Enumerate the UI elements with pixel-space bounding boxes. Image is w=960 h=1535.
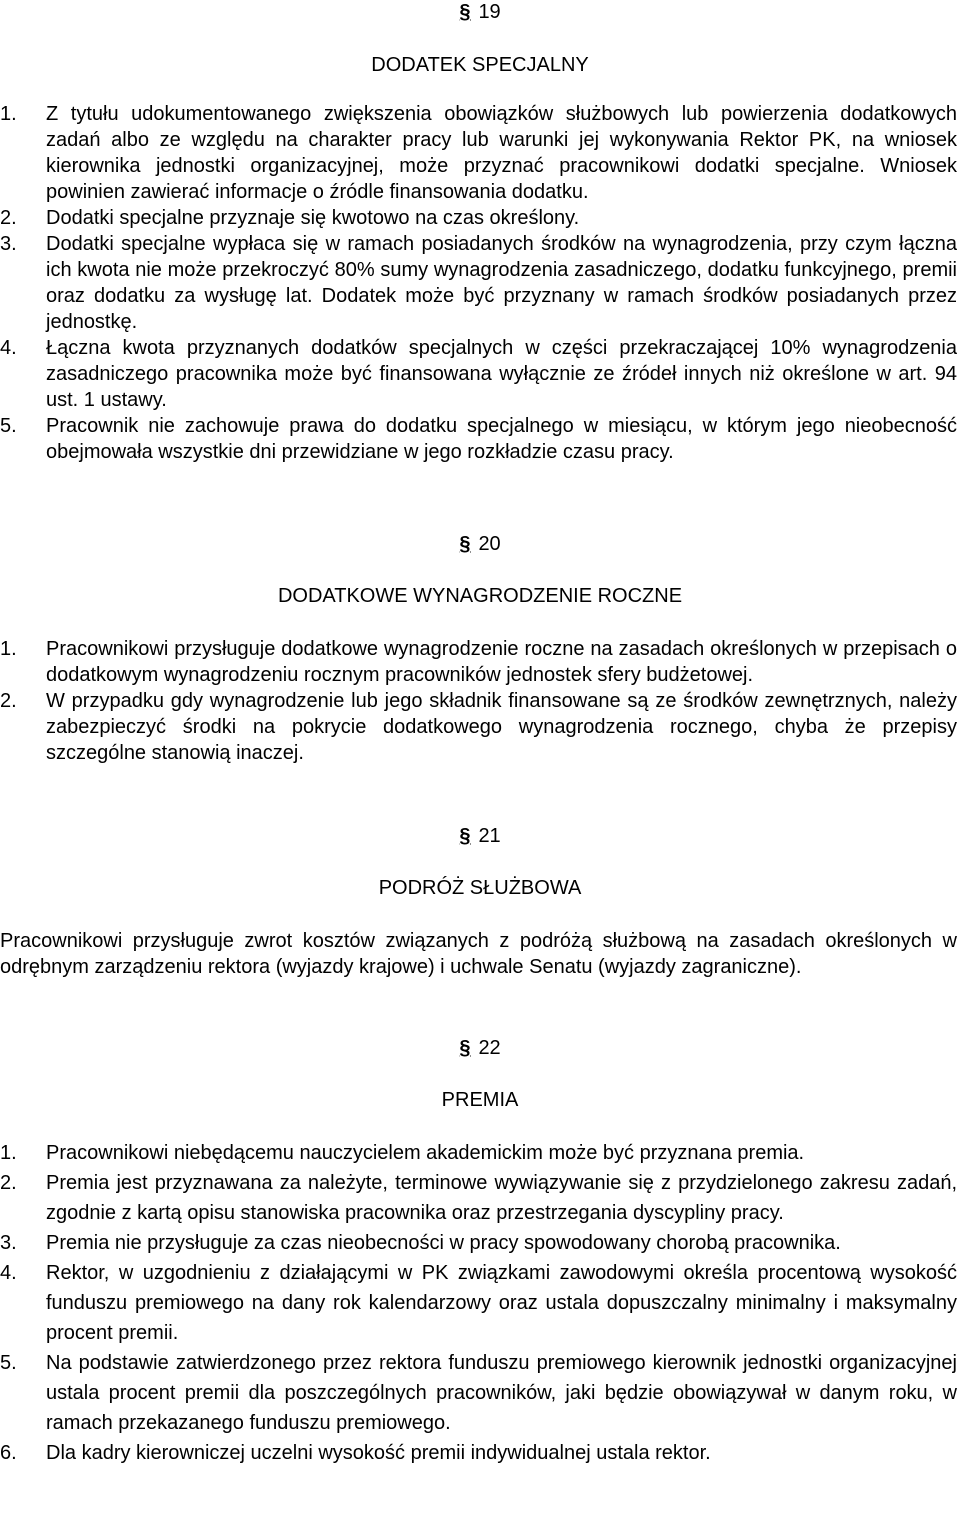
item-text: Pracownikowi niebędącemu nauczycielem akademickim może być przyznana premia. [46, 1142, 805, 1164]
item-number: 1. [0, 1142, 17, 1164]
section-21-title: PODRÓŻ SŁUŻBOWA [378, 877, 582, 899]
paragraph-sign: § [459, 1, 471, 23]
paragraph-sign: § [459, 1037, 471, 1059]
section-21-body [0, 928, 957, 980]
list-item [0, 1138, 957, 1168]
item-text: Premia jest przyznawana za należyte, terminowe wywiązywanie się z przydzielonego zakresu zadań, zgodnie z kartą opisu stanowiska pracownika oraz przestrzegania dyscypliny pracy. [46, 1172, 957, 1224]
paragraph-sign: § [459, 533, 471, 555]
item-number: 1. [0, 638, 17, 660]
item-text: Pracownik nie zachowuje prawa do dodatku specjalnego w miesiącu, w którym jego nieobecność obejmowała wszystkie dni przewidziane w jego rozkładzie czasu pracy. [46, 415, 957, 463]
item-number: 5. [0, 415, 17, 437]
item-text: Na podstawie zatwierdzonego przez rektora funduszu premiowego kierownik jednostki organizacyjnej ustala procent premii dla poszczególnych pracowników, jaki będzie obowiązywał w danym roku, w ramach przekazanego funduszu premiowego. [46, 1352, 957, 1434]
item-text: Łączna kwota przyznanych dodatków specjalnych w części przekraczającej 10% wynagrodzenia zasadniczego pracownika może być finansowana wyłącznie ze źródeł innych niż określone w art. 94 ust. 1 ustawy. [46, 337, 957, 411]
section-19-number [0, 0, 960, 24]
item-number: 4. [0, 1262, 17, 1284]
list-item [0, 1438, 957, 1468]
list-item [0, 1258, 957, 1348]
item-number: 2. [0, 690, 17, 712]
section-number: 21 [478, 825, 501, 847]
list-item [0, 688, 957, 766]
item-text: Premia nie przysługuje za czas nieobecności w pracy spowodowany chorobą pracownika. [46, 1232, 841, 1254]
section-number: 19 [478, 1, 501, 23]
item-text: Dodatki specjalne przyznaje się kwotowo na czas określony. [46, 207, 580, 229]
item-number: 5. [0, 1352, 17, 1374]
list-item [0, 335, 957, 413]
item-text: Rektor, w uzgodnieniu z działającymi w PK związkami zawodowymi określa procentową wysokość funduszu premiowego na dany rok kalendarzowy oraz ustala dopuszczalny minimalny i maksymalny procent premii. [46, 1262, 957, 1344]
section-19-list [0, 101, 957, 465]
item-number: 3. [0, 233, 17, 255]
section-20-title: DODATKOWE WYNAGRODZENIE ROCZNE [277, 585, 683, 607]
item-number: 2. [0, 1172, 17, 1194]
list-item [0, 636, 957, 688]
section-22-list [0, 1138, 957, 1468]
section-number: 20 [478, 533, 501, 555]
section-22-title: PREMIA [441, 1089, 519, 1111]
list-item [0, 1168, 957, 1228]
paragraph-sign: § [459, 825, 471, 847]
body-paragraph: Pracownikowi przysługuje zwrot kosztów związanych z podróżą służbową na zasadach określonych w odrębnym zarządzeniu rektora (wyjazdy krajowe) i uchwale Senatu (wyjazdy zagraniczne). [0, 930, 957, 978]
section-21-number [0, 824, 960, 848]
section-20-list [0, 636, 957, 766]
section-number: 22 [478, 1037, 501, 1059]
item-number: 2. [0, 207, 17, 229]
item-number: 1. [0, 103, 17, 125]
item-text: W przypadku gdy wynagrodzenie lub jego składnik finansowane są ze środków zewnętrznych, należy zabezpieczyć środki na pokrycie dodatkowego wynagrodzenia rocznego, chyba że przepisy szczególne stanowią inaczej. [46, 690, 957, 764]
list-item [0, 205, 957, 231]
list-item [0, 1228, 957, 1258]
list-item [0, 1348, 957, 1438]
list-item [0, 413, 957, 465]
item-text: Dodatki specjalne wypłaca się w ramach posiadanych środków na wynagrodzenia, przy czym łączna ich kwota nie może przekroczyć 80% sumy wynagrodzenia zasadniczego, dodatku funkcyjnego, premii oraz dodatku za wysługę lat. Dodatek może być przyznany w ramach środków posiadanych przez jednostkę. [46, 233, 957, 333]
section-20-number [0, 532, 960, 556]
item-number: 4. [0, 337, 17, 359]
item-text: Pracownikowi przysługuje dodatkowe wynagrodzenie roczne na zasadach określonych w przepisach o dodatkowym wynagrodzeniu rocznym pracowników jednostek sfery budżetowej. [46, 638, 957, 686]
list-item [0, 231, 957, 335]
section-22-number [0, 1036, 960, 1060]
item-text: Dla kadry kierowniczej uczelni wysokość premii indywidualnej ustala rektor. [46, 1442, 711, 1464]
item-number: 6. [0, 1442, 17, 1464]
item-number: 3. [0, 1232, 17, 1254]
list-item [0, 101, 957, 205]
item-text: Z tytułu udokumentowanego zwiększenia obowiązków służbowych lub powierzenia dodatkowych zadań albo ze względu na charakter pracy lub warunki jej wykonywania Rektor PK, na wniosek kierownika jednostki organizacyjnej, może przyznać pracownikowi dodatki specjalne. Wniosek powinien zawierać informacje o źródle finansowania dodatku. [46, 103, 957, 203]
section-19-title: DODATEK SPECJALNY [371, 54, 589, 76]
